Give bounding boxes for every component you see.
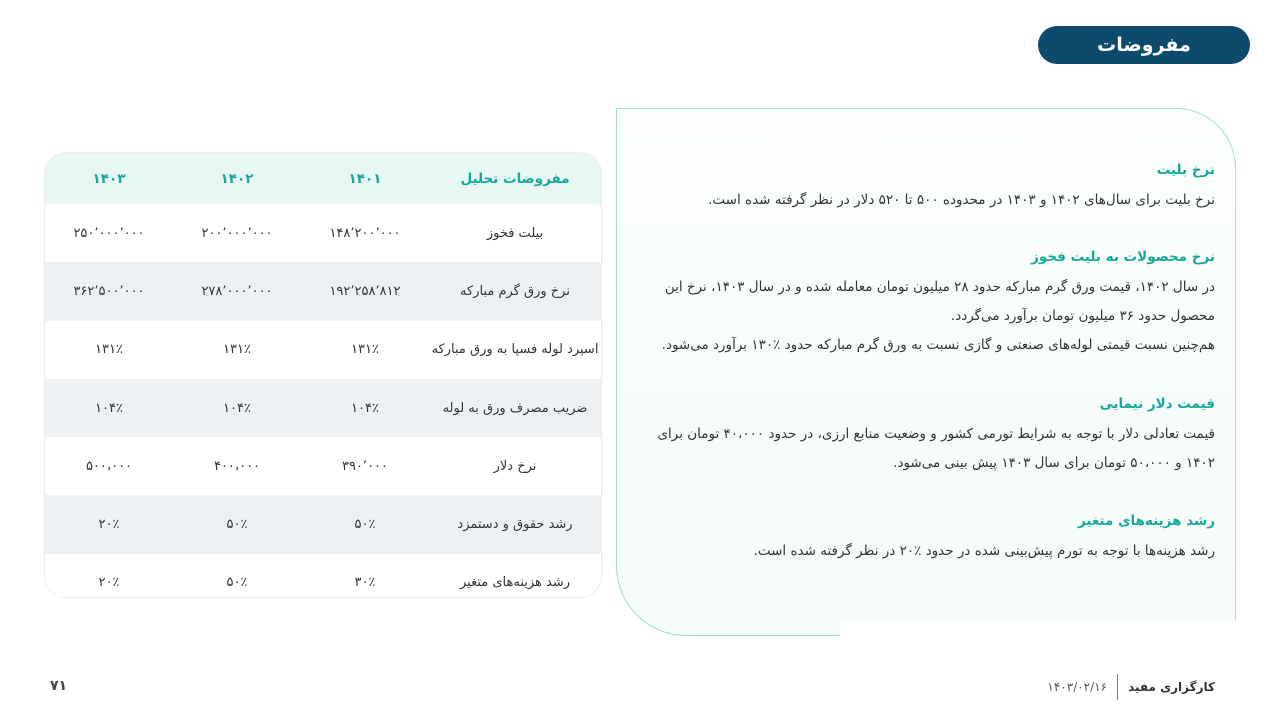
table-cell: ۱۳۱٪: [351, 342, 379, 358]
table-header-cell: ۱۴۰۱: [301, 153, 429, 204]
table-row: [45, 554, 601, 598]
section-line: رشد هزینه‌ها با توجه به تورم پیش‌بینی شده در حدود ٪۲۰ در نظر گرفته شده است.: [753, 543, 1215, 559]
page-title: مفروضات: [1038, 26, 1250, 64]
section-line: قیمت تعادلی دلار با توجه به شرایط تورمی کشور و وضعیت منابع ارزی، در حدود ۴۰،۰۰۰ تومان برای ۱۴۰۲ و ۵۰،۰۰۰ تومان برای سال ۱۴۰۳ پیش بینی می‌شود.: [657, 426, 1215, 471]
table-cell: ۳۹۰٬۰۰۰: [341, 458, 389, 474]
table-cell: ۳۶۲٬۵۰۰٬۰۰۰: [45, 262, 173, 320]
footer-brand: [1047, 674, 1215, 700]
table-cell: ضریب مصرف ورق به لوله: [429, 379, 601, 437]
table-header-row: [45, 153, 601, 204]
table-row: [45, 379, 601, 437]
table-cell: رشد هزینه‌های متغیر: [459, 575, 571, 591]
table-header-cell: مفروضات تحلیل: [429, 153, 601, 204]
section-body: [625, 273, 1215, 360]
table-row: [45, 262, 601, 320]
table-cell: ۲۰۰٬۰۰۰٬۰۰۰: [201, 225, 273, 241]
section-title: نرخ بلیت: [1156, 162, 1215, 178]
table-header-cell: ۱۴۰۳: [45, 153, 173, 204]
table-cell: ۲۰٪: [45, 495, 173, 553]
panel-edge-mask: [840, 620, 1260, 650]
table-cell: ۱۰۴٪: [45, 379, 173, 437]
table-cell: بیلت فخوز: [486, 225, 544, 241]
page-number: ۷۱: [50, 678, 68, 694]
table-cell: ۱۰۴٪: [301, 379, 429, 437]
section-title: رشد هزینه‌های متغیر: [1078, 513, 1215, 529]
table-row: [45, 321, 601, 379]
section-line: در سال ۱۴۰۲، قیمت ورق گرم مبارکه حدود ۲۸ میلیون تومان معامله شده و در سال ۱۴۰۳، نرخ این محصول حدود ۳۶ میلیون تومان برآورد می‌گردد.: [664, 279, 1215, 324]
table-cell: ۱۳۱٪: [223, 342, 251, 358]
section-nima-dollar: [625, 396, 1215, 478]
footer-date: ۱۴۰۳/۰۲/۱۶: [1047, 680, 1108, 694]
table-cell: ۱۰۴٪: [173, 379, 301, 437]
section-body: [625, 537, 1215, 566]
assumptions-table: [44, 152, 602, 598]
table-row: [45, 204, 601, 262]
table-cell: ۲۷۸٬۰۰۰٬۰۰۰: [173, 262, 301, 320]
table-cell: ۱۹۲٬۲۵۸٬۸۱۲: [301, 262, 429, 320]
table-cell: اسپرد لوله فسپا به ورق مبارکه: [431, 342, 599, 358]
table-cell: ۱۳۱٪: [95, 342, 123, 358]
table-cell: ۵۰٪: [301, 495, 429, 553]
brand-name: کارگزاری مفید: [1128, 680, 1215, 694]
table-row: [45, 437, 601, 495]
section-line: نرخ بلیت برای سال‌های ۱۴۰۲ و ۱۴۰۳ در محدوده ۵۰۰ تا ۵۲۰ دلار در نظر گرفته شده است.: [708, 192, 1215, 208]
section-variable-costs: [625, 513, 1215, 566]
table-cell: ۲۵۰٬۰۰۰٬۰۰۰: [73, 225, 145, 241]
section-title: نرخ محصولات به بلیت فخوز: [1031, 249, 1215, 265]
footer-divider: [1117, 674, 1118, 700]
section-product-rates: [625, 249, 1215, 360]
table-cell: ۵۰٪: [173, 495, 301, 553]
table-row: [45, 495, 601, 553]
table-cell: نرخ دلار: [493, 458, 537, 474]
section-title: قیمت دلار نیمایی: [1099, 396, 1215, 412]
table-cell: ۵۰٪: [226, 575, 248, 591]
section-line: هم‌چنین نسبت قیمتی لوله‌های صنعتی و گازی نسبت به ورق گرم مبارکه حدود ٪۱۳۰ برآورد می‌شود.: [661, 337, 1215, 353]
table-cell: رشد حقوق و دستمزد: [429, 495, 601, 553]
section-body: [625, 420, 1215, 478]
table-cell: ۱۴۸٬۲۰۰٬۰۰۰: [329, 225, 401, 241]
table-cell: ۲۰٪: [98, 575, 120, 591]
table-header-cell: ۱۴۰۲: [173, 153, 301, 204]
section-body: [625, 186, 1215, 215]
table-cell: ۴۰۰،۰۰۰: [213, 458, 261, 474]
table-cell: ۳۰٪: [354, 575, 376, 591]
table-cell: نرخ ورق گرم مبارکه: [429, 262, 601, 320]
table-cell: ۵۰۰،۰۰۰: [85, 458, 133, 474]
section-ticket-rate: [625, 162, 1215, 215]
